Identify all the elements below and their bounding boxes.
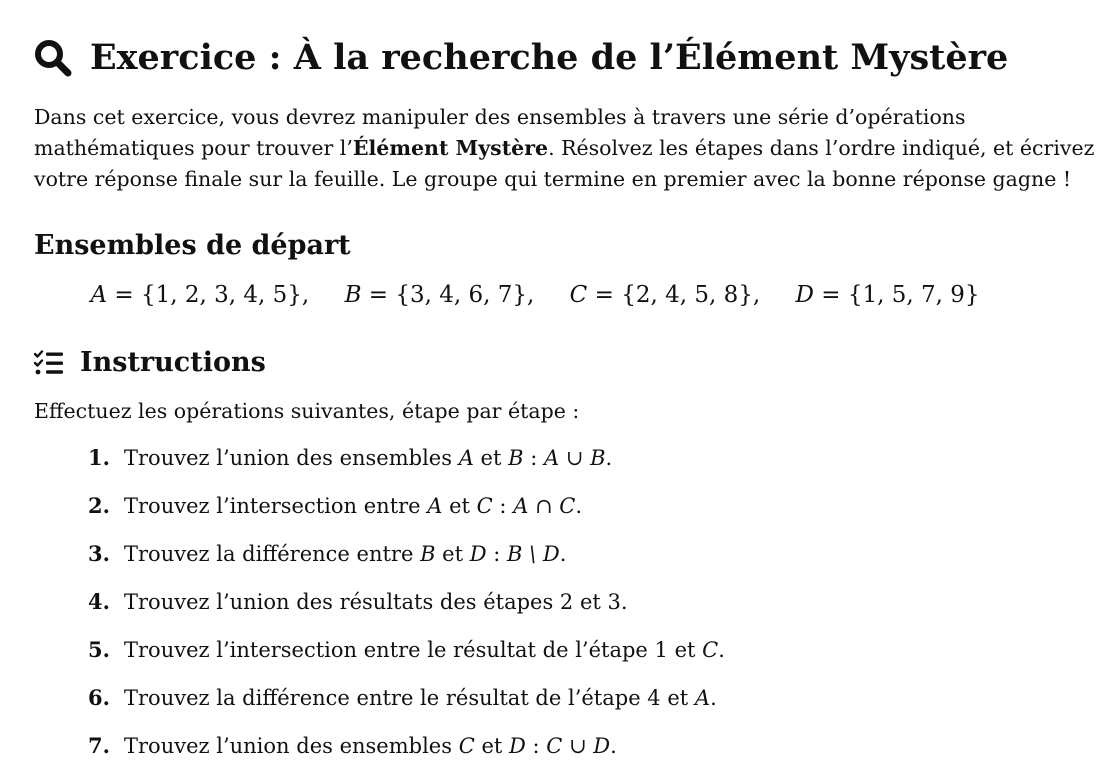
step-var: C: [702, 638, 719, 662]
intro-bold-term: Élément Mystère: [352, 136, 549, 160]
step-6: [88, 682, 1088, 730]
task-list-icon: [34, 350, 64, 376]
page-title-text: Exercice : À la recherche de l’Élément Mystère: [90, 37, 1009, 78]
step-text-part: .: [559, 542, 567, 566]
instructions-lead: Effectuez les opérations suivantes, étape par étape :: [34, 399, 580, 423]
set-elements: {1, 2, 3, 4, 5},: [141, 282, 310, 308]
intro-text-2: . Résolvez les étapes dans l’ordre indiqué, et écrivez votre réponse finale sur la feuille. Le groupe qui termine en premier avec la bonne réponse gagne !: [34, 136, 1095, 191]
step-var: B: [420, 542, 436, 566]
page-title: [34, 34, 1008, 82]
step-var: D: [508, 734, 526, 758]
step-text-part: :: [486, 542, 507, 566]
step-text: [124, 682, 717, 730]
step-text-part: Trouvez l’union des ensembles: [124, 734, 459, 758]
step-text: [124, 634, 725, 682]
step-text: [124, 730, 617, 778]
step-text-part: Trouvez l’union des ensembles: [124, 446, 459, 470]
step-text: [124, 538, 566, 586]
step-text-part: et: [473, 446, 509, 470]
step-1: [88, 442, 1088, 490]
step-4: [88, 586, 1088, 634]
step-expression: C ∪ D: [546, 734, 611, 758]
step-5: [88, 634, 1088, 682]
set-name: A: [90, 282, 108, 308]
set-elements: {3, 4, 6, 7},: [395, 282, 535, 308]
step-expression: A ∩ C: [513, 494, 576, 518]
sets-heading: Ensembles de départ: [34, 230, 351, 261]
step-expression: A ∪ B: [543, 446, 606, 470]
step-text-part: :: [492, 494, 514, 518]
set-a: A = {1, 2, 3, 4, 5},: [90, 282, 310, 308]
step-text: [124, 490, 582, 538]
step-text-part: :: [525, 734, 547, 758]
step-text: Trouvez l’union des résultats des étapes 2 et 3.: [124, 590, 628, 614]
step-number: 1.: [88, 445, 110, 470]
step-var: C: [476, 494, 493, 518]
step-text-part: Trouvez l’intersection entre: [124, 494, 428, 518]
step-expression: B \ D: [507, 542, 560, 566]
step-number: 4.: [88, 589, 110, 614]
intro-text-1: Dans cet exercice, vous devrez manipuler des ensembles à travers une série d’opérations mathématiques pour trouver l’: [34, 105, 966, 160]
steps-list: [88, 442, 1088, 778]
step-text-part: et: [442, 494, 477, 518]
step-var: C: [458, 734, 475, 758]
step-text-part: .: [610, 734, 617, 758]
step-var: B: [508, 446, 524, 470]
step-var: A: [694, 686, 711, 710]
step-7: [88, 730, 1088, 778]
step-number: 6.: [88, 685, 110, 710]
set-elements: {2, 4, 5, 8},: [621, 282, 761, 308]
step-number: 7.: [88, 733, 110, 758]
step-var: A: [458, 446, 474, 470]
step-text-part: .: [710, 686, 717, 710]
step-text-part: Trouvez la différence entre le résultat de l’étape 4 et: [124, 686, 695, 710]
intro-paragraph: [34, 102, 1114, 195]
step-text-part: .: [718, 638, 725, 662]
step-text: [124, 442, 612, 490]
set-name: D: [795, 282, 814, 308]
step-number: 5.: [88, 637, 110, 662]
step-text-part: .: [605, 446, 613, 470]
instructions-heading-text: Instructions: [80, 347, 266, 378]
step-text-part: :: [523, 446, 544, 470]
step-text-part: et: [474, 734, 509, 758]
starting-sets: [0, 278, 1070, 312]
set-c: C = {2, 4, 5, 8},: [569, 282, 761, 308]
set-elements: {1, 5, 7, 9}: [847, 282, 980, 308]
set-b: B = {3, 4, 6, 7},: [344, 282, 535, 308]
instructions-heading: [34, 345, 266, 381]
search-icon: [34, 39, 72, 77]
step-text-part: Trouvez la différence entre: [124, 542, 421, 566]
set-name: C: [569, 282, 588, 308]
set-name: B: [344, 282, 362, 308]
step-2: [88, 490, 1088, 538]
step-var: D: [469, 542, 487, 566]
step-text-part: Trouvez l’intersection entre le résultat de l’étape 1 et: [124, 638, 703, 662]
step-number: 3.: [88, 541, 110, 566]
step-var: A: [427, 494, 443, 518]
step-number: 2.: [88, 493, 110, 518]
step-text-part: et: [435, 542, 470, 566]
set-d: D = {1, 5, 7, 9}: [795, 282, 980, 308]
step-3: [88, 538, 1088, 586]
step-text-part: .: [575, 494, 583, 518]
